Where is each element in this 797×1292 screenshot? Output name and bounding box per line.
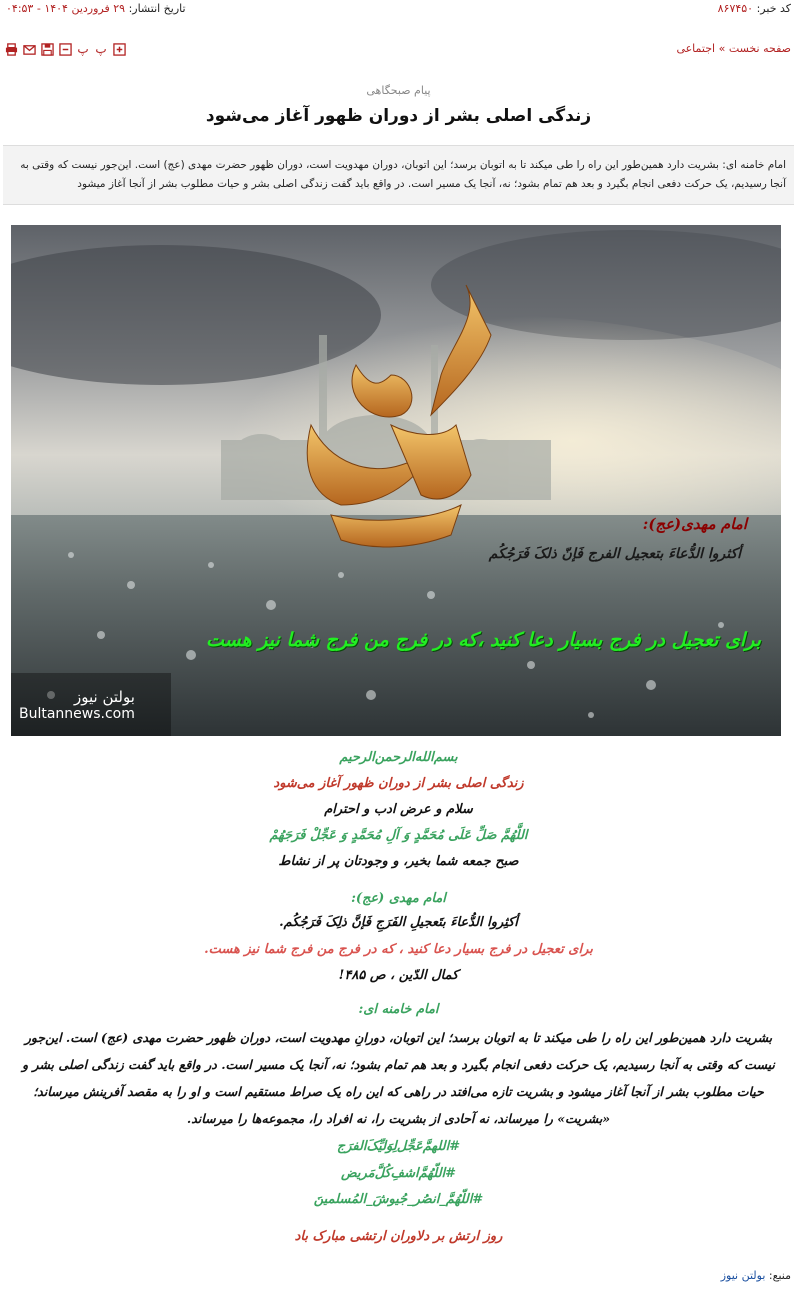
image-arabic-caption: أکثروا الدُّعاءَ بتعجیل الفرج فَإنّ ذلکَ فَرَجُکُم xyxy=(488,546,741,562)
zoom-in-icon[interactable] xyxy=(112,42,126,56)
hadith-translation: برای تعجیل در فرج بسیار دعا کنید ، که در فرج من فرج شما نیز هست. xyxy=(204,942,593,957)
image-green-caption: برای تعجیل در فرج بسیار دعا کنید ،که در فرج من فرج شما نیز هست xyxy=(206,629,761,651)
publish-date xyxy=(6,2,186,15)
source-label: منبع: xyxy=(768,1269,791,1282)
publish-date-value: ۲۹ فروردین ۱۴۰۴ - ۰۴:۵۳ xyxy=(6,2,126,15)
bismillah: بسم‌الله‌الرحمن‌الرحیم xyxy=(339,750,458,765)
article-kicker: پیام صبحگاهی xyxy=(366,84,431,97)
breadcrumb-section-link[interactable]: اجتماعی xyxy=(676,42,716,55)
hadith-source-book: کمال الدّین ، ص ۴۸۵! xyxy=(338,968,459,983)
arabic-hadith: أکثِروا الدُّعاءَ بتَعجیلِ الفَرَجِ فَإنَّ ذلِکَ فَرَجُکُم. xyxy=(279,915,518,930)
khamenei-quote: بشریت دارد همین‌طور این راه را طی میکند تا به اتوبان برسد؛ این اتوبان، دورانِ مهدویت است، دوران ظهور حضرت مهدی (عج) است. این‌جور نیست که وقتی به آنجا رسیدیم، یک حرکت دفعی انجام بگیرد و بعد هم تمام بشود؛ نه، آنجا یک مسیر است. در واقع باید گفت زندگی اصلی بشر و حیات مطلوب بشر از آنجا آغاز میشود و بشریت تازه می‌افتد در راهی که این راه یک صراط مستقیم است و او را به مقصد آفرینش میرساند؛ «بشریت» را میرساند، نه آحادی از بشریت را، نه افراد را، مجموعه‌ها را میرساند. xyxy=(22,1030,775,1126)
source-link[interactable]: بولتن نیوز xyxy=(720,1269,766,1282)
print-icon[interactable] xyxy=(4,42,18,56)
army-day-greeting: روز ارتش بر دلاوران ارتشی مبارک باد xyxy=(294,1229,503,1244)
news-code xyxy=(718,2,791,15)
image-imam-caption: امام مهدی(عج): xyxy=(642,515,747,533)
breadcrumb-separator: » xyxy=(718,42,726,55)
khamenei-label: امام خامنه ای: xyxy=(358,1002,439,1017)
article-toolbar xyxy=(4,42,126,56)
logo-english: Bultannews.com xyxy=(19,706,135,722)
hashtag-muslim-armies[interactable]: #اللّهُمَّ_انصُر_جُیوشَ_المُسلمینَ xyxy=(313,1192,484,1207)
article-title: زندگی اصلی بشر از دوران ظهور آغاز می‌شود xyxy=(205,106,592,126)
font-size-large-button[interactable]: پ xyxy=(95,42,107,56)
body-title-repeat: زندگی اصلی بشر از دوران ظهور آغاز می‌شود xyxy=(273,776,524,791)
save-icon[interactable] xyxy=(40,42,54,56)
article-lead: امام خامنه ای: بشریت دارد همین‌طور این راه را طی میکند تا به اتوبان برسد؛ این اتوبان، دوران مهدویت است، دوران ظهور حضرت مهدی (عج) است. این‌جور نیست که وقتی به آنجا رسیدیم، یک حرکت دفعی انجام بگیرد و بعد هم تمام بشود؛ نه، آنجا یک مسیر است. در واقع باید گفت زندگی اصلی بشر و حیات مطلوب بشر از آنجا آغاز میشود xyxy=(3,145,794,205)
imam-mahdi-label: امام مهدی (عج): xyxy=(351,891,446,906)
breadcrumb xyxy=(676,42,791,55)
logo-persian: بولتن نیوز xyxy=(73,688,135,706)
salawat: اللَّهُمَّ صَلِّ عَلَی مُحَمَّدٍ وَ آلِ مُحَمَّدٍ وَ عَجِّلْ فَرَجَهُمْ xyxy=(269,828,528,843)
hero-background xyxy=(11,225,781,736)
news-code-value: ۸۶۷۴۵۰ xyxy=(717,2,754,15)
hashtag-faraj[interactable]: #اللهمَّ‌عَجِّل‌لِوَلیِّکَ‌الفرَج xyxy=(336,1139,461,1154)
email-icon[interactable] xyxy=(22,42,36,56)
article-source xyxy=(721,1269,791,1282)
greeting: سلام و عرض ادب و احترام xyxy=(324,802,473,817)
news-code-label: کد خبر: xyxy=(756,2,791,15)
good-morning: صبح جمعه شما بخیر، و وجودتان پر از نشاط xyxy=(278,854,519,869)
zoom-out-icon[interactable] xyxy=(58,42,72,56)
article-hero-image xyxy=(11,225,781,736)
publish-date-label: تاریخ انتشار: xyxy=(128,2,186,15)
image-logo xyxy=(19,688,135,722)
breadcrumb-home-link[interactable]: صفحه نخست xyxy=(728,42,791,55)
meta-row xyxy=(0,2,797,18)
font-size-small-button[interactable]: پ xyxy=(77,42,89,56)
hashtag-shifa[interactable]: #اللّهُمَّ‌اشفِ‌کُلَّ‌مَریض xyxy=(340,1166,457,1181)
